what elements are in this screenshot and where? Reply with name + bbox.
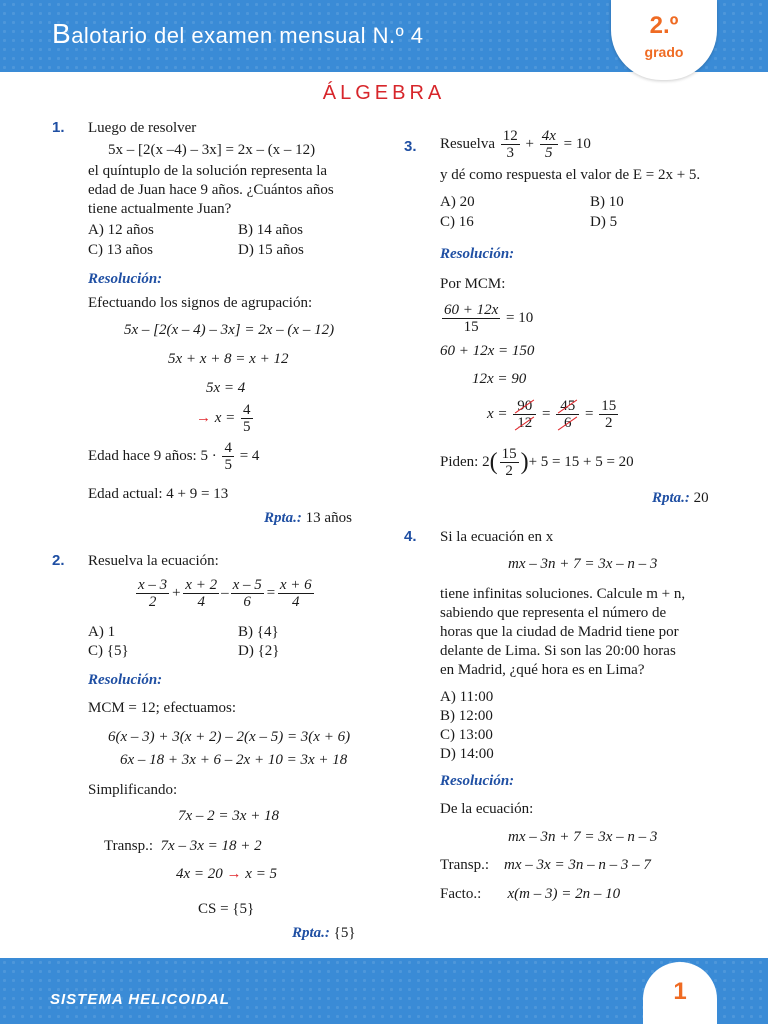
problem-3-option-b: B) 10 xyxy=(590,194,624,210)
problem-1-number: 1. xyxy=(52,119,65,136)
problem-4-step: mx – 3n + 7 = 3x – n – 3 xyxy=(508,829,658,845)
problem-3-option-a: A) 20 xyxy=(440,194,475,210)
problem-1-option-b: B) 14 años xyxy=(238,222,303,238)
problem-1-answer: Rpta.: 13 años xyxy=(264,510,352,526)
problem-2-step-mcm: MCM = 12; efectuamos: xyxy=(88,700,237,716)
grade-number: 2.º xyxy=(649,12,679,39)
problem-2-option-d: D) {2} xyxy=(238,643,280,659)
arrow-right-icon: → xyxy=(196,409,211,426)
problem-3-step: $\frac{60 + 12x}{15}$ = 10 xyxy=(444,302,534,335)
problem-2-step: 6x – 18 + 3x + 6 – 2x + 10 = 3x + 18 xyxy=(120,752,348,768)
problem-1-text: el quíntuplo de la solución representa la xyxy=(88,163,328,179)
problem-4-text: en Madrid, ¿qué hora es en Lima? xyxy=(440,662,645,678)
problem-1-option-c: C) 13 años xyxy=(88,242,153,258)
problem-3-step: 60 + 12x = 150 xyxy=(440,343,535,359)
problem-1-option-d: D) 15 años xyxy=(238,242,304,258)
page-number: 1 xyxy=(673,978,687,1005)
subject-title: ÁLGEBRA xyxy=(322,82,446,104)
problem-3-answer: Rpta.: 20 xyxy=(652,490,709,506)
problem-3-text: y dé como respuesta el valor de E = 2x + 5. xyxy=(440,167,701,183)
problem-2-result: 4x = 20 → x = 5 xyxy=(176,866,278,882)
problem-1-resolution-label: Resolución: xyxy=(88,271,163,287)
problem-3-equation: Resuelva $\frac{12}{3}$ + $\frac{4x}{5}$ = 10 xyxy=(440,128,591,161)
grade-label: grado xyxy=(644,44,684,60)
problem-4-text: sabiendo que representa el número de xyxy=(440,605,667,621)
problem-4-text: Si la ecuación en x xyxy=(440,529,554,545)
problem-2-text: Resuelva la ecuación: xyxy=(88,553,219,569)
problem-4-text: horas que la ciudad de Madrid tiene por xyxy=(440,624,679,640)
problem-1-text: Luego de resolver xyxy=(88,120,197,136)
problem-3-resolution-label: Resolución: xyxy=(440,246,515,262)
problem-4-text: delante de Lima. Si son las 20:00 horas xyxy=(440,643,676,659)
problem-4-number: 4. xyxy=(404,528,417,545)
problem-1-edad-hace: Edad hace 9 años: 5 · $\frac{4}{5}$ = 4 xyxy=(88,440,260,473)
problem-1-step-intro: Efectuando los signos de agrupación: xyxy=(88,295,313,311)
problem-4-transp: Transp.: mx – 3x = 3n – n – 3 – 7 xyxy=(440,857,651,873)
problem-4-text: tiene infinitas soluciones. Calcule m + n, xyxy=(440,586,686,602)
footer-system-label: SISTEMA HELICOIDAL xyxy=(50,991,230,1008)
problem-2-answer: Rpta.: {5} xyxy=(292,925,356,941)
problem-2-simplify-label: Simplificando: xyxy=(88,782,178,798)
arrow-right-icon: → xyxy=(226,866,242,882)
problem-4-step-intro: De la ecuación: xyxy=(440,801,534,817)
problem-4-facto: Facto.: x(m – 3) = 2n – 10 xyxy=(440,886,621,902)
problem-3-number: 3. xyxy=(404,138,417,155)
problem-4-equation: mx – 3n + 7 = 3x – n – 3 xyxy=(508,556,658,572)
problem-2-cs: CS = {5} xyxy=(198,901,255,917)
problem-4-resolution-label: Resolución: xyxy=(440,773,515,789)
problem-2-resolution-label: Resolución: xyxy=(88,672,163,688)
problem-4-option-d: D) 14:00 xyxy=(440,746,494,762)
problem-2-step: 6(x – 3) + 3(x + 2) – 2(x – 5) = 3(x + 6) xyxy=(108,729,351,745)
problem-1-step: 5x = 4 xyxy=(206,380,246,396)
problem-3-option-d: D) 5 xyxy=(590,214,618,230)
problem-1-edad-actual: Edad actual: 4 + 9 = 13 xyxy=(88,486,229,502)
problem-4-option-a: A) 11:00 xyxy=(440,689,494,705)
problem-2-number: 2. xyxy=(52,552,65,569)
problem-3-option-c: C) 16 xyxy=(440,214,474,230)
problem-1-step: 5x – [2(x – 4) – 3x] = 2x – (x – 12) xyxy=(124,322,335,338)
problem-2-option-b: B) {4} xyxy=(238,624,279,640)
problem-2-equation: $\frac{x - 3}{2}$ + $\frac{x + 2}{4}$ – $\frac{x - 5}{6}$ = $\frac{x + 6}{4}$ xyxy=(138,577,312,610)
problem-3-step: 12x = 90 xyxy=(472,371,527,387)
problem-2-transp: Transp.: 7x – 3x = 18 + 2 xyxy=(104,838,262,854)
problem-1-text: edad de Juan hace 9 años. ¿Cuántos años xyxy=(88,182,334,198)
problem-3-piden: Piden: 2( $\frac{15}{2}$ )+ 5 = 15 + 5 = 20 xyxy=(440,446,634,479)
problem-3-step-mcm: Por MCM: xyxy=(440,276,506,292)
problem-1-step: 5x + x + 8 = x + 12 xyxy=(168,351,289,367)
problem-2-step: 7x – 2 = 3x + 18 xyxy=(178,808,280,824)
problem-3-x-value: x = $\frac{90}{12}$ = $\frac{45}{6}$ = $\frac{15}{2}$ xyxy=(487,398,617,431)
problem-2-option-c: C) {5} xyxy=(88,643,129,659)
problem-1-equation: 5x – [2(x –4) – 3x] = 2x – (x – 12) xyxy=(108,142,316,158)
problem-4-option-b: B) 12:00 xyxy=(440,708,493,724)
page-title: Balotario del examen mensual N.º 4 xyxy=(52,18,424,49)
problem-1-option-a: A) 12 años xyxy=(88,222,154,238)
problem-1-result: → x = $\frac{4}{5}$ xyxy=(196,402,251,435)
problem-4-option-c: C) 13:00 xyxy=(440,727,493,743)
problem-1-text: tiene actualmente Juan? xyxy=(88,201,232,217)
problem-2-option-a: A) 1 xyxy=(88,624,116,640)
